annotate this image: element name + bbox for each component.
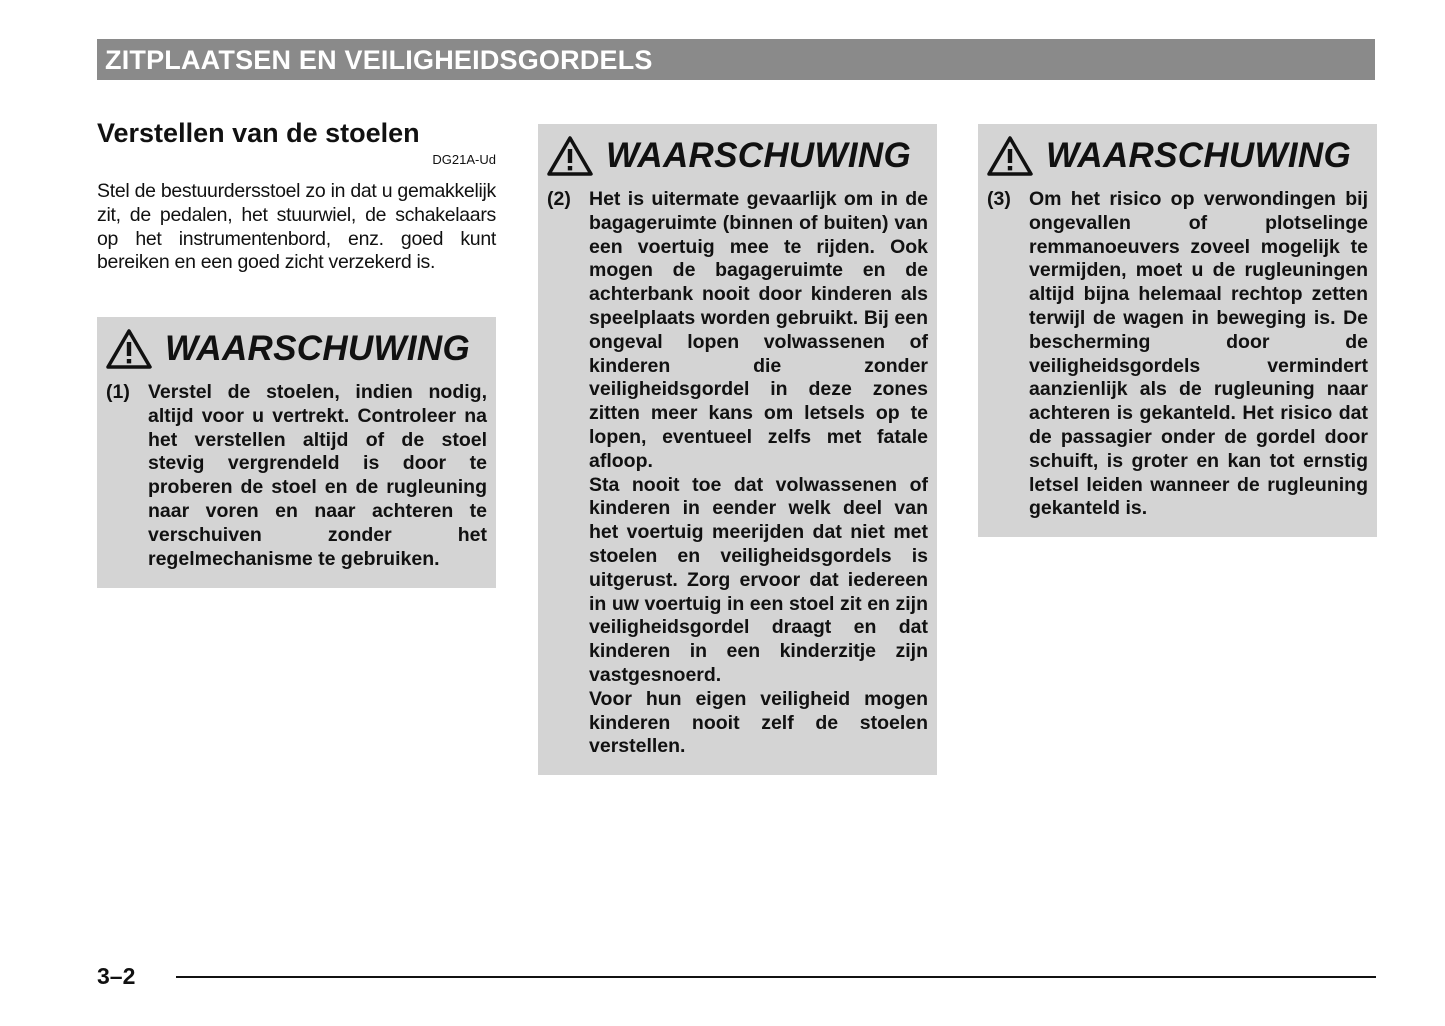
warning-number: (1) (106, 381, 130, 403)
warning-body (538, 188, 937, 759)
warning-body (978, 188, 1377, 521)
intro-paragraph: Stel de bestuurdersstoel zo in dat u gemakkelijk zit, de pedalen, het stuurwiel, de schakelaars op het instrumentenbord, enz. goed kunt bereiken en een goed zicht verzekerd is. (97, 180, 496, 274)
warning-header (978, 124, 1377, 188)
section-title: Verstellen van de stoelen (97, 118, 420, 148)
warning-title: WAARSCHUWING (1046, 136, 1351, 175)
warning-header (538, 124, 937, 188)
warning-body (97, 381, 496, 571)
warning-number: (3) (987, 188, 1011, 210)
warning-paragraph: Sta nooit toe dat volwassenen of kinderen in eender welk deel van het voertuig meerijden dat niet met stoelen en veiligheidsgordels is uitgerust. Zorg ervoor dat iedereen in uw voertuig in een stoel zit en zijn veiligheidsgordel draagt en dat kinderen in een kinderzitje zijn vastgesnoerd. (589, 473, 928, 686)
warning-number: (2) (547, 188, 571, 210)
warning-paragraph: Om het risico op verwondingen bij ongevallen of plotselinge remmanoeuvers zoveel mogelijk te vermijden, moet u de rugleuningen altijd bijna helemaal rechtop zetten terwijl de wagen in beweging is. De bescherming door de veiligheidsgordels vermindert aanzienlijk als de rugleuning naar achteren is gekanteld. Het risico dat de passagier onder de gordel door schuift, is groter en kan tot ernstig letsel leiden wanneer de rugleuning gekanteld is. (1029, 188, 1368, 520)
warning-paragraph: Verstel de stoelen, indien nodig, altijd voor u vertrekt. Controleer na het verstellen altijd of de stoel stevig vergrendeld is door te proberen de stoel en de rugleuning naar voren en naar achteren te verschuiven zonder het regelmechanisme te gebruiken. (148, 381, 487, 570)
page-number: 3–2 (97, 963, 136, 989)
warning-header (97, 317, 496, 381)
warning-box-2 (538, 124, 937, 775)
warning-title: WAARSCHUWING (606, 136, 911, 175)
warning-box-1 (97, 317, 496, 588)
section-code: DG21A-Ud (432, 152, 496, 167)
warning-paragraph: Het is uitermate gevaarlijk om in de bagageruimte (binnen of buiten) van een voertuig mee te rijden. Ook mogen de bagageruimte en de achterbank nooit door kinderen als speelplaats worden gebruikt. Bij een ongeval lopen volwassenen of kinderen die zonder veiligheidsgordel in deze zones zitten meer kans om letsels op te lopen, eventueel zelfs met fatale afloop. (589, 188, 928, 472)
chapter-header: ZITPLAATSEN EN VEILIGHEIDSGORDELS (97, 39, 1375, 80)
warning-paragraph: Voor hun eigen veiligheid mogen kinderen nooit zelf de stoelen verstellen. (589, 687, 928, 758)
warning-triangle-icon (546, 135, 594, 177)
warning-triangle-icon (105, 328, 153, 370)
footer-divider (176, 976, 1376, 978)
warning-title: WAARSCHUWING (165, 329, 470, 368)
warning-box-3 (978, 124, 1377, 537)
warning-triangle-icon (986, 135, 1034, 177)
